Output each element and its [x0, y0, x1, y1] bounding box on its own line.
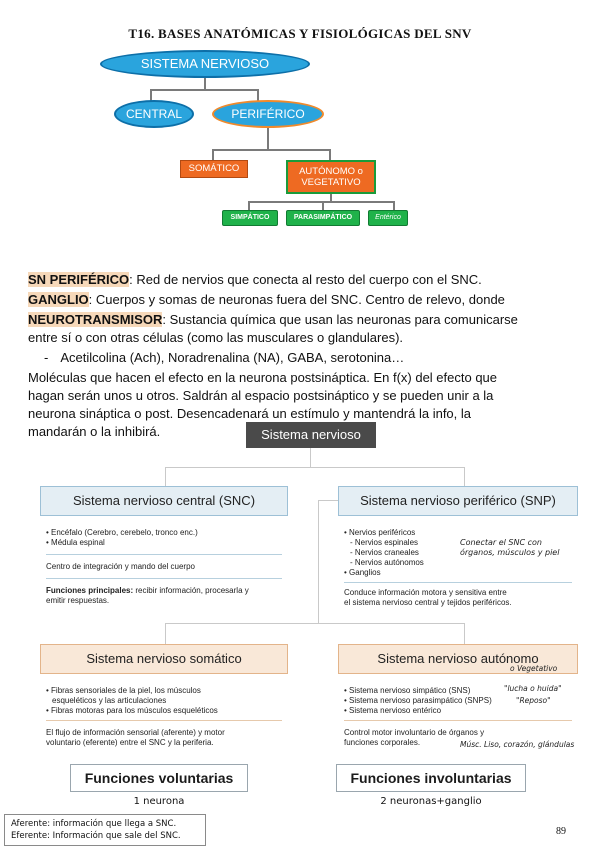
definition-line: entre sí o con otras células (como las musculares o glandulares). [28, 330, 404, 345]
snp-item: - Nervios espinales [350, 538, 419, 547]
footnote-line: Aferente: información que llega a SNC. [11, 819, 177, 829]
somatico-desc: El flujo de información sensorial (aferente) y motor [46, 728, 225, 737]
snc-title: Sistema nervioso central (SNC) [40, 486, 288, 516]
page-number: 89 [556, 826, 566, 837]
snc-item: • Médula espinal [46, 538, 105, 547]
definition-text: : Sustancia química que usan las neuronas para comunicarse [162, 312, 518, 327]
panel-autonomo [338, 644, 578, 756]
panel-snp [338, 486, 578, 616]
autonomo-item: • Sistema nervioso simpático (SNS) [344, 686, 471, 695]
autonomo-desc: Control motor involuntario de órganos y [344, 728, 485, 737]
somatico-desc: voluntario (eferente) entre el SNC y la periferia. [46, 738, 214, 747]
funciones-involuntarias: Funciones involuntarias [336, 764, 526, 792]
paragraph-line: Moléculas que hacen el efecto en la neurona postsináptica. En f(x) del efecto que [28, 370, 498, 385]
node-parasimpatico: PARASIMPÁTICO [286, 210, 360, 226]
term-sn-periferico: SN PERIFÉRICO [28, 272, 130, 287]
snc-functions-text2: emitir respuestas. [46, 596, 110, 605]
snp-desc: Conduce información motora y sensitiva entre [344, 588, 507, 597]
footnote-box [4, 814, 206, 846]
autonomo-note: o Vegetativo [510, 664, 558, 673]
involuntarias-sub: 2 neuronas+ganglio [380, 796, 482, 807]
bullet-neurotransmitters: - Acetilcolina (Ach), Noradrenalina (NA), GABA, serotonina… [44, 350, 405, 365]
node-enterico: Entérico [368, 210, 408, 226]
autonomo-item: • Sistema nervioso entérico [344, 706, 442, 715]
autonomo-sns-note: "lucha o huida" [504, 684, 562, 693]
page-title: T16. BASES ANATÓMICAS Y FISIOLÓGICAS DEL SNV [128, 26, 472, 41]
node-central: CENTRAL [114, 100, 194, 128]
snp-item: • Ganglios [344, 568, 381, 577]
snc-item: • Encéfalo (Cerebro, cerebelo, tronco enc.) [46, 528, 198, 537]
panel-somatico [40, 644, 288, 756]
somatico-title: Sistema nervioso somático [40, 644, 288, 674]
autonomo-item: • Sistema nervioso parasimpático (SNPS) [344, 696, 492, 705]
snp-item: • Nervios periféricos [344, 528, 416, 537]
somatico-item: • Fibras sensoriales de la piel, los músculos [46, 686, 201, 695]
snp-note: Conectar el SNC con órganos, músculos y piel [460, 538, 560, 557]
infographic-root: Sistema nervioso [246, 422, 376, 448]
snp-item: - Nervios autónomos [350, 558, 424, 567]
paragraph-line: hagan serán unos u otros. Saldrán al espacio postsináptico y se pueden unir a la [28, 388, 494, 403]
snc-functions-text: recibir información, procesarla y [133, 586, 249, 595]
definition-sn-periferico [28, 272, 576, 288]
definition-neurotransmisor [28, 312, 576, 328]
autonomo-snps-note: "Reposo" [516, 696, 551, 705]
voluntarias-sub: 1 neurona [133, 796, 185, 807]
definition-text: : Red de nervios que conecta al resto del cuerpo con el SNC. [129, 272, 482, 287]
node-simpatico: SIMPÁTICO [222, 210, 278, 226]
somatico-item: esqueléticos y las articulaciones [52, 696, 167, 705]
term-ganglio: GANGLIO [28, 292, 89, 307]
snp-item: - Nervios craneales [350, 548, 419, 557]
snc-functions-label: Funciones principales: [46, 586, 134, 595]
node-somatico: SOMÁTICO [180, 160, 248, 178]
node-sistema-nervioso: SISTEMA NERVIOSO [100, 50, 310, 78]
definition-text: : Cuerpos y somas de neuronas fuera del SNC. Centro de relevo, donde [88, 292, 505, 307]
node-periferico: PERIFÉRICO [212, 100, 324, 128]
definition-ganglio [28, 292, 576, 308]
autonomo-title: Sistema nervioso autónomo [338, 644, 578, 674]
snc-role: Centro de integración y mando del cuerpo [46, 562, 195, 571]
node-autonomo: AUTÓNOMO o VEGETATIVO [286, 160, 376, 194]
snp-title: Sistema nervioso periférico (SNP) [338, 486, 578, 516]
autonomo-musc: Músc. Liso, corazón, glándulas [460, 740, 575, 749]
bullet-text: Acetilcolina (Ach), Noradrenalina (NA), GABA, serotonina… [60, 350, 405, 365]
paragraph-line: mandarán o la inhibirá. [28, 424, 161, 439]
panel-snc [40, 486, 288, 616]
footnote-line: Eferente: Información que sale del SNC. [11, 831, 181, 841]
autonomo-desc: funciones corporales. [344, 738, 421, 747]
somatico-item: • Fibras motoras para los músculos esqueléticos [46, 706, 218, 715]
snc-functions [46, 586, 282, 596]
paragraph-line: neurona sináptica o post. Desencadenará un estímulo y mantendrá la info, la [28, 406, 471, 421]
funciones-voluntarias: Funciones voluntarias [70, 764, 248, 792]
term-neurotransmisor: NEUROTRANSMISOR [28, 312, 163, 327]
snp-desc: el sistema nervioso central y tejidos periféricos. [344, 598, 512, 607]
